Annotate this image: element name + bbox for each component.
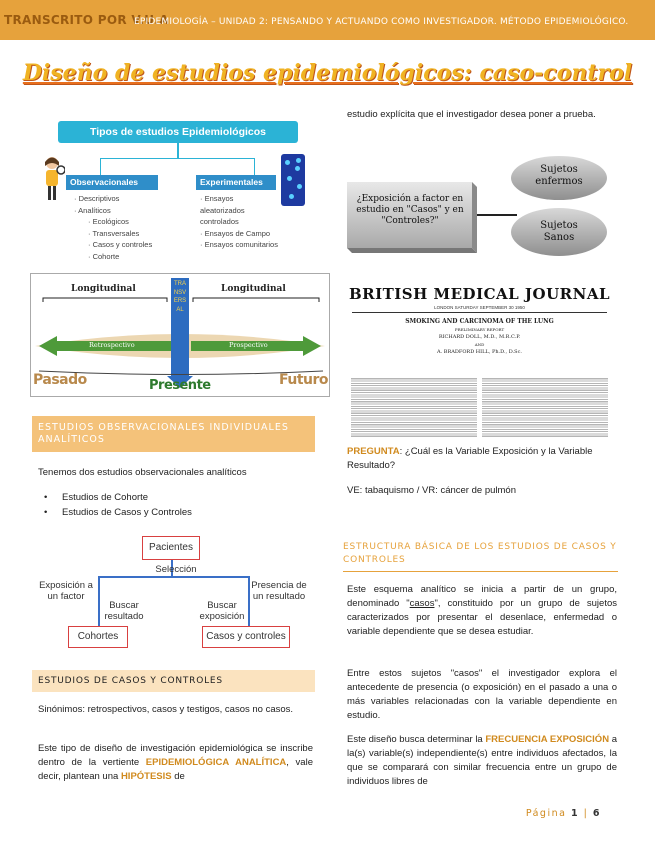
bmj-date: LONDON SATURDAY SEPTEMBER 30 1950 xyxy=(434,305,525,310)
synonyms-paragraph: Sinónimos: retrospectivos, casos y testigos, casos no casos. xyxy=(38,704,294,715)
bmj-masthead: BRITISH MEDICAL JOURNAL xyxy=(348,285,611,303)
list-item: · Ecológicos xyxy=(88,217,129,226)
study-types-diagram xyxy=(38,118,308,268)
design-paragraph: Este tipo de diseño de investigación epidemiológica se inscribe dentro de la vertiente EPIDEMIOLÓGICA ANALÍTICA, vale decir, plantean una HIPÓTESIS de xyxy=(38,743,313,782)
transcriber-brand: TRANSCRITO POR V.U.A xyxy=(4,13,169,27)
cases-term: casos xyxy=(409,598,435,609)
structure-paragraph-2: Entre estos sujetos "casos" el investigador explora el antecedente de presencia (o exposición) en el pasado a una o más variables relacionadas con la variable dependiente en estudio. xyxy=(347,668,617,721)
section-heading-case-control: ESTUDIOS DE CASOS Y CONTROLES xyxy=(32,670,315,692)
timeline-right-label: Longitudinal xyxy=(221,284,286,294)
bmj-report-label: PRELIMINARY REPORT xyxy=(454,327,505,332)
study-types-title: Tipos de estudios Epidemiológicos xyxy=(58,121,298,143)
seek-exposure-label: Buscar exposición xyxy=(199,600,245,622)
list-item: · Ensayos aleatorizados controlados xyxy=(200,194,245,226)
exposure-question-text: ¿Exposición a factor en estudio en "Casos" y en "Controles?" xyxy=(356,194,464,226)
highlight-frequency: FRECUENCIA EXPOSICIÓN xyxy=(485,734,610,745)
list-item: · Casos y controles xyxy=(88,240,153,249)
retrospective-arrow-label: Retrospectivo xyxy=(89,341,135,349)
experimental-list xyxy=(200,193,280,251)
list-item: · Ensayos de Campo xyxy=(200,228,271,238)
experimental-branch: Experimentales xyxy=(196,175,276,190)
bmj-author-1: RICHARD DOLL, M.D., M.R.C.P. xyxy=(438,334,521,340)
analytic-studies-list xyxy=(40,490,310,520)
page-title: Diseño de estudios epidemiológicos: caso-control xyxy=(22,60,633,86)
present-label: Presente xyxy=(149,378,211,393)
connector xyxy=(177,143,179,158)
selection-label: Selección xyxy=(155,564,197,575)
observational-branch: Observacionales xyxy=(66,175,158,190)
list-item: • Estudios de Cohorte xyxy=(40,490,310,505)
past-label: Pasado xyxy=(33,372,87,388)
section-heading-observational: ESTUDIOS OBSERVACIONALES INDIVIDUALES ANALÍTICOS xyxy=(32,416,315,452)
outcome-label: Presencia de un resultado xyxy=(251,580,307,602)
timeline-left-label: Longitudinal xyxy=(71,284,136,294)
exposure-question-graphic xyxy=(347,152,609,264)
sick-subjects-label: Sujetos enfermos xyxy=(535,164,583,187)
section-heading-structure: ESTRUCTURA BÁSICA DE LOS ESTUDIOS DE CASOS Y CONTROLES xyxy=(343,541,618,572)
question-label: PREGUNTA xyxy=(347,446,400,457)
transversal-label: TRANSVERSAL xyxy=(173,281,187,313)
patients-box: Pacientes xyxy=(142,536,200,560)
list-item: · Analíticos xyxy=(74,205,111,215)
list-item: · Descriptivos xyxy=(74,194,120,203)
highlight-hypothesis: HIPÓTESIS xyxy=(120,771,172,782)
bmj-author-2: A. BRADFORD HILL, Ph.D., D.Sc. xyxy=(437,349,522,355)
seek-outcome-label: Buscar resultado xyxy=(104,600,144,622)
bmj-article-title: SMOKING AND CARCINOMA OF THE LUNG xyxy=(405,318,554,325)
exposure-label: Exposición a un factor xyxy=(39,580,93,602)
connector xyxy=(100,158,255,175)
future-label: Futuro xyxy=(279,372,329,388)
prospective-arrow-label: Prospectivo xyxy=(229,341,268,349)
cohorts-box: Cohortes xyxy=(68,626,128,648)
list-item: · Ensayos comunitarios xyxy=(200,240,278,249)
structure-paragraph-1: Este esquema analítico se inicia a partir de un grupo, denominado "casos", constituido por un grupo de sujetos caracterizados por presentar el desenlace, enfermedad o variable dependiente que se desea estudiar. xyxy=(347,584,617,637)
structure-paragraph-3: Este diseño busca determinar la FRECUENCIA EXPOSICIÓN a la(s) variable(s) independiente(s) entre individuos afectados, la que se comparará con similar frecuencia entre un grupo de individuos libres de xyxy=(347,734,617,787)
header-topic: EPIDEMIOLOGÍA – UNIDAD 2: PENSANDO Y ACTUANDO COMO INVESTIGADOR. MÉTODO EPIDEMIOLÓGICO. xyxy=(134,17,629,27)
list-item: · Cohorte xyxy=(88,251,120,261)
case-control-box: Casos y controles xyxy=(202,626,290,648)
study-timeline-diagram xyxy=(30,273,330,397)
researcher-woman-icon xyxy=(39,154,65,202)
bmj-article-image xyxy=(347,277,612,440)
list-item: · Transversales xyxy=(88,228,140,238)
observational-list xyxy=(74,193,184,262)
highlight-analytic: EPIDEMIOLÓGICA ANALÍTICA xyxy=(145,757,287,768)
page-header xyxy=(0,0,655,40)
question-paragraph: PREGUNTA: ¿Cuál es la Variable Exposición y la Variable Resultado? xyxy=(347,446,593,471)
page-number: Página 1 | 6 xyxy=(525,808,601,819)
healthy-subjects-label: Sujetos Sanos xyxy=(540,220,578,243)
list-item: • Estudios de Casos y Controles xyxy=(40,505,310,520)
bmj-and: AND xyxy=(474,342,485,347)
continued-paragraph: estudio explícita que el investigador desea poner a prueba. xyxy=(347,109,596,120)
microbe-image-icon xyxy=(281,154,305,206)
answer-paragraph: VE: tabaquismo / VR: cáncer de pulmón xyxy=(347,485,516,496)
intro-paragraph: Tenemos dos estudios observacionales analíticos xyxy=(38,467,247,478)
case-control-diagram xyxy=(38,532,310,654)
